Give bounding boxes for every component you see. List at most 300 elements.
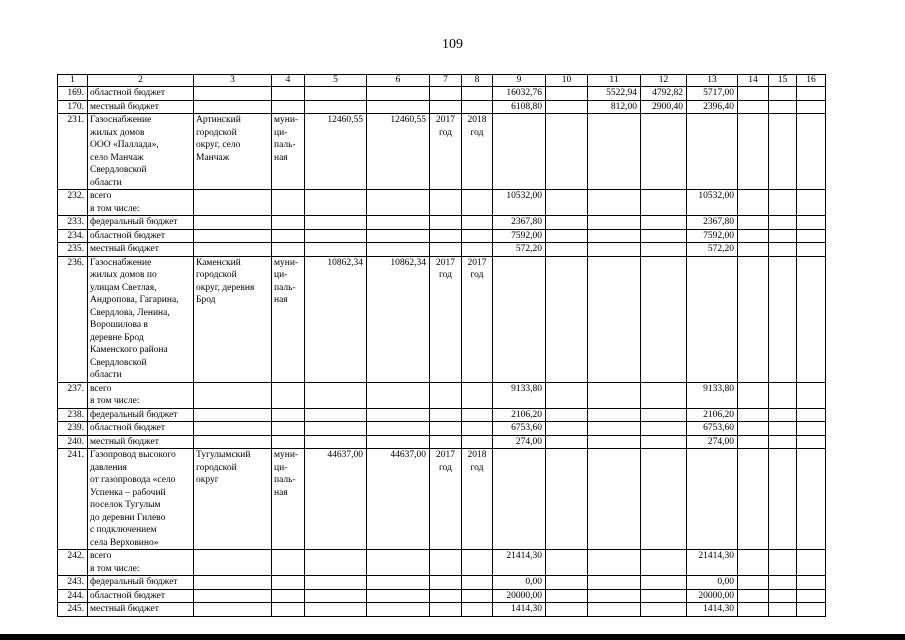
table-cell bbox=[588, 256, 641, 382]
table-cell: 2106,20 bbox=[493, 408, 546, 422]
table-cell: местный бюджет bbox=[88, 603, 194, 617]
table-cell bbox=[588, 408, 641, 422]
table-cell: 6108,80 bbox=[493, 100, 546, 114]
table-row bbox=[58, 256, 826, 382]
column-header-13: 13 bbox=[687, 75, 738, 87]
table-cell bbox=[588, 382, 641, 408]
table-cell bbox=[588, 576, 641, 590]
table-cell bbox=[641, 589, 687, 603]
table-cell bbox=[305, 576, 367, 590]
table-cell bbox=[797, 190, 826, 216]
table-cell bbox=[546, 229, 588, 243]
table-cell bbox=[430, 408, 462, 422]
table-cell bbox=[797, 589, 826, 603]
table-cell bbox=[430, 190, 462, 216]
table-cell: 10532,00 bbox=[687, 190, 738, 216]
table-cell bbox=[272, 408, 305, 422]
table-cell bbox=[738, 256, 769, 382]
table-cell: 2106,20 bbox=[687, 408, 738, 422]
table-cell: 10862,34 bbox=[367, 256, 430, 382]
table-cell bbox=[769, 576, 797, 590]
row-number-cell: 169. bbox=[58, 87, 88, 101]
table-cell bbox=[305, 422, 367, 436]
table-cell bbox=[546, 114, 588, 190]
table-cell bbox=[738, 216, 769, 230]
table-row bbox=[58, 435, 826, 449]
column-header-11: 11 bbox=[588, 75, 641, 87]
table-cell bbox=[797, 449, 826, 550]
table-cell bbox=[588, 243, 641, 257]
table-cell: 44637,00 bbox=[305, 449, 367, 550]
table-cell bbox=[305, 589, 367, 603]
table-cell: 6753,60 bbox=[493, 422, 546, 436]
table-cell bbox=[194, 382, 272, 408]
column-header-16: 16 bbox=[797, 75, 826, 87]
table-cell: 4792,82 bbox=[641, 87, 687, 101]
row-number-cell: 234. bbox=[58, 229, 88, 243]
table-cell bbox=[272, 589, 305, 603]
table-cell: местный бюджет bbox=[88, 100, 194, 114]
table-cell bbox=[738, 589, 769, 603]
table-cell bbox=[588, 435, 641, 449]
table-cell: 812,00 bbox=[588, 100, 641, 114]
table-cell: 572,20 bbox=[687, 243, 738, 257]
table-cell bbox=[797, 576, 826, 590]
table-cell: местный бюджет bbox=[88, 435, 194, 449]
table-cell: 12460,55 bbox=[367, 114, 430, 190]
table-cell bbox=[367, 435, 430, 449]
table-cell: местный бюджет bbox=[88, 243, 194, 257]
row-number-cell: 170. bbox=[58, 100, 88, 114]
table-cell bbox=[738, 100, 769, 114]
table-cell bbox=[641, 256, 687, 382]
table-cell: 5717,00 bbox=[687, 87, 738, 101]
table-cell bbox=[769, 100, 797, 114]
table-cell bbox=[641, 422, 687, 436]
table-cell bbox=[462, 100, 493, 114]
table-cell bbox=[687, 256, 738, 382]
table-cell bbox=[738, 114, 769, 190]
table-cell bbox=[272, 576, 305, 590]
table-cell bbox=[738, 422, 769, 436]
table-cell bbox=[305, 408, 367, 422]
table-cell bbox=[641, 408, 687, 422]
table-cell bbox=[272, 229, 305, 243]
table-cell: 2017 год bbox=[430, 256, 462, 382]
table-cell: 5522,94 bbox=[588, 87, 641, 101]
column-header-15: 15 bbox=[769, 75, 797, 87]
table-cell bbox=[546, 408, 588, 422]
table-cell: Газоснабжение жилых домов ООО «Паллада», село Манчаж Свердловской области bbox=[88, 114, 194, 190]
table-cell: 44637,00 bbox=[367, 449, 430, 550]
table-cell bbox=[641, 576, 687, 590]
table-cell: 9133,80 bbox=[687, 382, 738, 408]
table-cell bbox=[194, 408, 272, 422]
table-cell: 274,00 bbox=[687, 435, 738, 449]
table-cell bbox=[493, 114, 546, 190]
row-number-cell: 233. bbox=[58, 216, 88, 230]
table-cell bbox=[769, 229, 797, 243]
row-number-cell: 231. bbox=[58, 114, 88, 190]
table-cell: Каменский городской округ, деревня Брод bbox=[194, 256, 272, 382]
table-cell bbox=[430, 589, 462, 603]
table-cell bbox=[272, 422, 305, 436]
table-cell bbox=[272, 603, 305, 617]
table-cell bbox=[738, 550, 769, 576]
table-cell bbox=[430, 87, 462, 101]
table-cell: 2367,80 bbox=[687, 216, 738, 230]
table-cell: 0,00 bbox=[493, 576, 546, 590]
table-row bbox=[58, 114, 826, 190]
table-cell bbox=[194, 589, 272, 603]
table-cell bbox=[305, 550, 367, 576]
row-number-cell: 244. bbox=[58, 589, 88, 603]
table-cell: 6753,60 bbox=[687, 422, 738, 436]
table-cell bbox=[546, 550, 588, 576]
table-cell bbox=[194, 216, 272, 230]
column-header-8: 8 bbox=[462, 75, 493, 87]
table-cell bbox=[797, 87, 826, 101]
table-cell bbox=[797, 422, 826, 436]
table-cell: всего в том числе: bbox=[88, 382, 194, 408]
row-number-cell: 238. bbox=[58, 408, 88, 422]
table-cell: 2367,80 bbox=[493, 216, 546, 230]
table-cell bbox=[194, 100, 272, 114]
table-cell bbox=[546, 422, 588, 436]
table-cell bbox=[738, 382, 769, 408]
table-cell bbox=[797, 216, 826, 230]
scan-bottom-edge bbox=[0, 634, 905, 640]
table-cell: Артинский городской округ, село Манчаж bbox=[194, 114, 272, 190]
table-cell: 2900,40 bbox=[641, 100, 687, 114]
table-cell bbox=[588, 449, 641, 550]
table-cell bbox=[738, 408, 769, 422]
table-cell bbox=[272, 216, 305, 230]
table-cell bbox=[462, 382, 493, 408]
table-cell bbox=[546, 216, 588, 230]
budget-table bbox=[57, 74, 826, 617]
table-cell bbox=[641, 449, 687, 550]
table-cell bbox=[272, 382, 305, 408]
table-cell bbox=[769, 603, 797, 617]
table-cell bbox=[641, 603, 687, 617]
table-cell bbox=[641, 229, 687, 243]
table-cell bbox=[367, 603, 430, 617]
table-cell: Тугулымский городской округ bbox=[194, 449, 272, 550]
table-cell bbox=[738, 576, 769, 590]
table-cell bbox=[272, 243, 305, 257]
table-cell: 7592,00 bbox=[493, 229, 546, 243]
table-cell bbox=[194, 243, 272, 257]
table-cell bbox=[194, 229, 272, 243]
table-cell: 2018 год bbox=[462, 449, 493, 550]
table-row bbox=[58, 449, 826, 550]
table-row bbox=[58, 589, 826, 603]
table-cell bbox=[738, 229, 769, 243]
column-header-10: 10 bbox=[546, 75, 588, 87]
table-cell: муни- ци- паль- ная bbox=[272, 449, 305, 550]
table-cell bbox=[430, 100, 462, 114]
table-cell bbox=[462, 243, 493, 257]
table-cell bbox=[194, 190, 272, 216]
table-cell bbox=[194, 550, 272, 576]
table-cell bbox=[738, 603, 769, 617]
table-cell bbox=[194, 576, 272, 590]
table-cell bbox=[738, 243, 769, 257]
row-number-cell: 235. bbox=[58, 243, 88, 257]
column-header-2: 2 bbox=[88, 75, 194, 87]
table-cell bbox=[430, 216, 462, 230]
column-header-7: 7 bbox=[430, 75, 462, 87]
table-cell bbox=[546, 449, 588, 550]
table-cell bbox=[430, 382, 462, 408]
table-cell bbox=[194, 422, 272, 436]
table-row bbox=[58, 550, 826, 576]
table-cell bbox=[367, 216, 430, 230]
table-cell bbox=[769, 114, 797, 190]
table-row bbox=[58, 100, 826, 114]
table-cell bbox=[797, 408, 826, 422]
table-cell bbox=[769, 435, 797, 449]
table-cell bbox=[430, 550, 462, 576]
table-cell bbox=[769, 589, 797, 603]
column-header-6: 6 bbox=[367, 75, 430, 87]
table-cell bbox=[272, 190, 305, 216]
table-cell: 2018 год bbox=[462, 114, 493, 190]
table-cell bbox=[493, 256, 546, 382]
table-cell bbox=[797, 256, 826, 382]
row-number-cell: 240. bbox=[58, 435, 88, 449]
table-cell bbox=[797, 603, 826, 617]
table-row bbox=[58, 576, 826, 590]
table-cell bbox=[588, 550, 641, 576]
table-cell bbox=[588, 603, 641, 617]
table-cell bbox=[305, 216, 367, 230]
table-cell bbox=[462, 603, 493, 617]
table-cell bbox=[305, 243, 367, 257]
table-cell bbox=[738, 87, 769, 101]
table-cell: всего в том числе: bbox=[88, 550, 194, 576]
table-cell bbox=[797, 114, 826, 190]
table-cell: 0,00 bbox=[687, 576, 738, 590]
table-cell bbox=[641, 216, 687, 230]
table-row bbox=[58, 382, 826, 408]
table-cell bbox=[272, 435, 305, 449]
table-cell bbox=[738, 449, 769, 550]
table-cell bbox=[367, 576, 430, 590]
table-cell bbox=[194, 603, 272, 617]
table-cell: областной бюджет bbox=[88, 422, 194, 436]
table-cell: 21414,30 bbox=[687, 550, 738, 576]
table-cell bbox=[462, 435, 493, 449]
row-number-cell: 237. bbox=[58, 382, 88, 408]
table-cell bbox=[462, 190, 493, 216]
row-number-cell: 242. bbox=[58, 550, 88, 576]
column-header-3: 3 bbox=[194, 75, 272, 87]
table-cell: 12460,55 bbox=[305, 114, 367, 190]
table-cell bbox=[430, 603, 462, 617]
table-cell bbox=[272, 100, 305, 114]
table-cell bbox=[588, 422, 641, 436]
table-cell bbox=[367, 422, 430, 436]
table-cell: 20000,00 bbox=[687, 589, 738, 603]
table-cell bbox=[641, 243, 687, 257]
table-cell bbox=[305, 229, 367, 243]
table-cell bbox=[641, 382, 687, 408]
table-cell bbox=[367, 550, 430, 576]
table-cell bbox=[641, 435, 687, 449]
table-cell: федеральный бюджет bbox=[88, 576, 194, 590]
table-cell: 7592,00 bbox=[687, 229, 738, 243]
table-row bbox=[58, 229, 826, 243]
table-cell bbox=[194, 87, 272, 101]
column-header-9: 9 bbox=[493, 75, 546, 87]
table-cell bbox=[546, 382, 588, 408]
table-cell bbox=[687, 449, 738, 550]
table-cell: 9133,80 bbox=[493, 382, 546, 408]
table-cell bbox=[430, 243, 462, 257]
table-cell bbox=[797, 550, 826, 576]
table-cell bbox=[305, 100, 367, 114]
table-cell bbox=[769, 422, 797, 436]
table-cell bbox=[367, 190, 430, 216]
row-number-cell: 243. bbox=[58, 576, 88, 590]
table-cell bbox=[430, 229, 462, 243]
table-cell: областной бюджет bbox=[88, 589, 194, 603]
table-cell bbox=[769, 550, 797, 576]
table-cell: 20000,00 bbox=[493, 589, 546, 603]
table-cell: муни- ци- паль- ная bbox=[272, 114, 305, 190]
table-cell bbox=[462, 422, 493, 436]
table-header-row bbox=[58, 75, 826, 87]
table-cell bbox=[546, 100, 588, 114]
table-cell bbox=[367, 243, 430, 257]
table-cell bbox=[546, 603, 588, 617]
table-cell bbox=[797, 100, 826, 114]
table-cell bbox=[641, 190, 687, 216]
table-cell: областной бюджет bbox=[88, 229, 194, 243]
table-row bbox=[58, 87, 826, 101]
table-cell: 16032,76 bbox=[493, 87, 546, 101]
column-header-14: 14 bbox=[738, 75, 769, 87]
table-cell bbox=[194, 435, 272, 449]
table-cell bbox=[546, 589, 588, 603]
table-cell bbox=[367, 100, 430, 114]
table-cell bbox=[588, 589, 641, 603]
table-cell bbox=[462, 216, 493, 230]
table-cell bbox=[738, 435, 769, 449]
table-cell: Газоснабжение жилых домов по улицам Светлая, Андропова, Гагарина, Свердлова, Ленина, Ворошилова в деревне Брод Каменского района Свердловской области bbox=[88, 256, 194, 382]
table-cell bbox=[272, 550, 305, 576]
table-cell bbox=[769, 216, 797, 230]
table-cell bbox=[687, 114, 738, 190]
table-cell bbox=[305, 603, 367, 617]
row-number-cell: 239. bbox=[58, 422, 88, 436]
table-cell bbox=[367, 229, 430, 243]
table-cell: 1414,30 bbox=[493, 603, 546, 617]
table-cell bbox=[769, 382, 797, 408]
table-cell bbox=[797, 382, 826, 408]
table-cell bbox=[588, 114, 641, 190]
table-cell bbox=[462, 589, 493, 603]
table-cell bbox=[305, 190, 367, 216]
table-cell bbox=[462, 408, 493, 422]
table-cell bbox=[769, 256, 797, 382]
table-row bbox=[58, 408, 826, 422]
table-cell bbox=[430, 435, 462, 449]
table-cell bbox=[305, 87, 367, 101]
table-cell: 2017 год bbox=[430, 114, 462, 190]
table-cell bbox=[462, 87, 493, 101]
table-cell: федеральный бюджет bbox=[88, 216, 194, 230]
row-number-cell: 241. bbox=[58, 449, 88, 550]
table-cell bbox=[493, 449, 546, 550]
column-header-4: 4 bbox=[272, 75, 305, 87]
table-cell bbox=[738, 190, 769, 216]
table-cell: муни- ци- паль- ная bbox=[272, 256, 305, 382]
table-cell bbox=[462, 550, 493, 576]
table-cell bbox=[305, 435, 367, 449]
table-cell: 2396,40 bbox=[687, 100, 738, 114]
table-cell bbox=[769, 449, 797, 550]
page-number: 109 bbox=[442, 37, 463, 52]
table-cell: Газопровод высокого давления от газопровода «село Успенка – рабочий поселок Тугулым до деревни Гилево с подключением села Верховино» bbox=[88, 449, 194, 550]
table-cell bbox=[546, 190, 588, 216]
table-row bbox=[58, 603, 826, 617]
table-cell: 1414,30 bbox=[687, 603, 738, 617]
table-cell bbox=[769, 87, 797, 101]
table-row bbox=[58, 243, 826, 257]
column-header-12: 12 bbox=[641, 75, 687, 87]
table-cell bbox=[546, 256, 588, 382]
table-cell: 2017 год bbox=[430, 449, 462, 550]
table-cell bbox=[641, 114, 687, 190]
table-cell bbox=[546, 435, 588, 449]
table-cell bbox=[641, 550, 687, 576]
table-cell: 274,00 bbox=[493, 435, 546, 449]
table-cell bbox=[797, 229, 826, 243]
table-cell bbox=[367, 408, 430, 422]
table-cell: всего в том числе: bbox=[88, 190, 194, 216]
table-cell: 21414,30 bbox=[493, 550, 546, 576]
table-row bbox=[58, 422, 826, 436]
row-number-cell: 236. bbox=[58, 256, 88, 382]
table-cell bbox=[462, 229, 493, 243]
table-cell bbox=[430, 576, 462, 590]
table-cell bbox=[430, 422, 462, 436]
table-cell bbox=[367, 382, 430, 408]
table-cell: 10862,34 bbox=[305, 256, 367, 382]
table-cell bbox=[588, 229, 641, 243]
column-header-5: 5 bbox=[305, 75, 367, 87]
table-cell bbox=[367, 87, 430, 101]
table-cell: 2017 год bbox=[462, 256, 493, 382]
table-cell bbox=[797, 243, 826, 257]
row-number-cell: 245. bbox=[58, 603, 88, 617]
table-cell bbox=[797, 435, 826, 449]
column-header-1: 1 bbox=[58, 75, 88, 87]
table-cell bbox=[546, 87, 588, 101]
table-cell bbox=[588, 216, 641, 230]
table-cell: областной бюджет bbox=[88, 87, 194, 101]
table-cell: 572,20 bbox=[493, 243, 546, 257]
table-cell bbox=[769, 190, 797, 216]
table-cell: федеральный бюджет bbox=[88, 408, 194, 422]
table-cell bbox=[272, 87, 305, 101]
table-cell bbox=[546, 243, 588, 257]
table-row bbox=[58, 190, 826, 216]
table-cell: 10532,00 bbox=[493, 190, 546, 216]
